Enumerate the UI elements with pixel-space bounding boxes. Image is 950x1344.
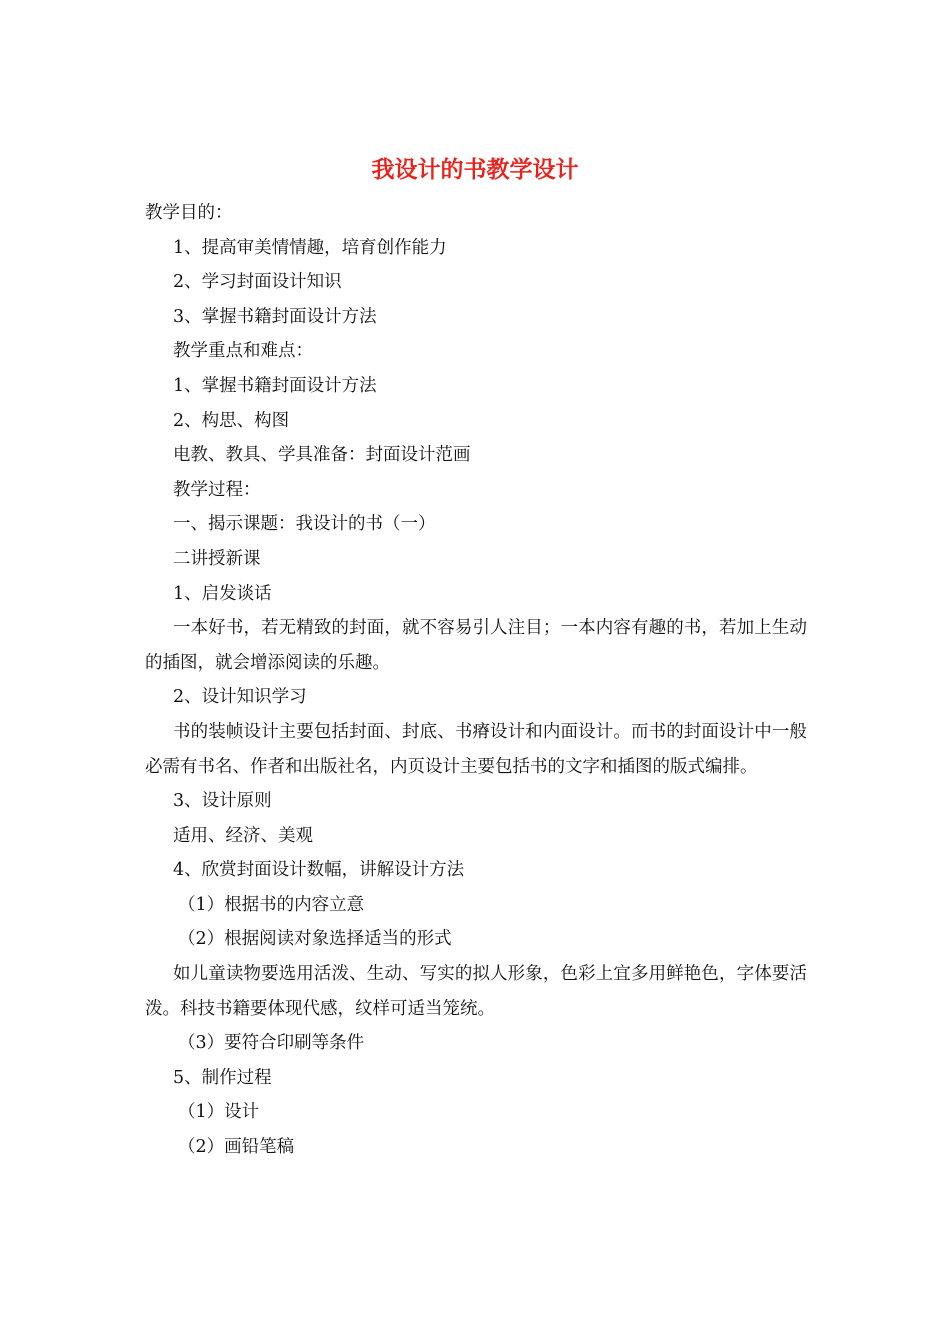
- paragraph-objective-3: 3、掌握书籍封面设计方法: [173, 306, 377, 327]
- paragraph-materials: 电教、教具、学具准备：封面设计范画: [173, 445, 471, 466]
- paragraph-method-2-body: 如儿童读物要选用活泼、生动、写实的拟人形象，色彩上宜多用鲜艳色，字体要活泼。科技书籍要体现代感，纹样可适当笼统。: [145, 964, 807, 1019]
- paragraph-key-points-heading: 教学重点和难点：: [173, 341, 313, 362]
- paragraph-step-2: 二讲授新课: [173, 548, 261, 569]
- paragraph-objective-2: 2、学习封面设计知识: [173, 272, 342, 293]
- paragraph-principles-heading: 3、设计原则: [173, 791, 272, 812]
- paragraph-production-2: （2）画铅笔稿: [178, 1137, 295, 1158]
- paragraph-principles-body: 适用、经济、美观: [173, 825, 313, 846]
- document-body: [145, 196, 807, 1165]
- paragraph-talk-heading: 1、启发谈话: [173, 583, 272, 604]
- paragraph-knowledge-heading: 2、设计知识学习: [173, 687, 307, 708]
- paragraph-method-3: （3）要符合印刷等条件: [178, 1033, 365, 1054]
- paragraph-key-point-1: 1、掌握书籍封面设计方法: [173, 375, 377, 396]
- paragraph-production-heading: 5、制作过程: [173, 1067, 272, 1088]
- paragraph-step-1: 一、揭示课题：我设计的书（一）: [173, 514, 436, 535]
- paragraph-production-1: （1）设计: [178, 1102, 260, 1123]
- paragraph-objectives-heading: 教学目的：: [145, 203, 233, 223]
- document-title: 我设计的书教学设计: [371, 156, 579, 183]
- paragraph-process-heading: 教学过程：: [173, 479, 261, 500]
- paragraph-objective-1: 1、提高审美情情趣，培育创作能力: [173, 237, 447, 258]
- paragraph-key-point-2: 2、构思、构图: [173, 410, 290, 431]
- paragraph-method-1: （1）根据书的内容立意: [178, 894, 365, 915]
- paragraph-talk-body: 一本好书，若无精致的封面，就不容易引人注目；一本内容有趣的书，若加上生动的插图，就会增添阅读的乐趣。: [145, 618, 807, 673]
- paragraph-knowledge-body: 书的装帧设计主要包括封面、封底、书瘠设计和内面设计。而书的封面设计中一般必需有书名、作者和出版社名，内页设计主要包括书的文字和插图的版式编排。: [145, 721, 807, 777]
- paragraph-appreciation-heading: 4、欣赏封面设计数幅，讲解设计方法: [173, 860, 465, 881]
- paragraph-method-2: （2）根据阅读对象选择适当的形式: [178, 929, 452, 950]
